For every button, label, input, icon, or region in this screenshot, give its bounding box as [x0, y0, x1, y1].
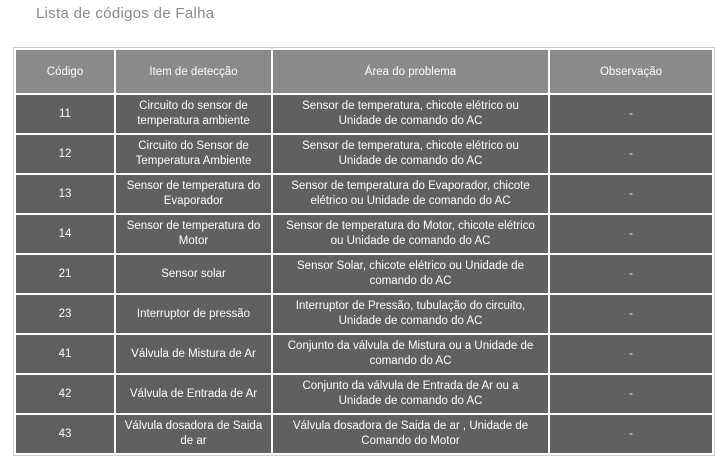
table-row — [16, 415, 712, 453]
cell-item: Válvula dosadora de Saida de ar — [116, 415, 271, 453]
cell-area: Válvula dosadora de Saida de ar , Unidade de Comando do Motor — [273, 415, 548, 453]
table-row — [16, 295, 712, 333]
cell-code: 23 — [16, 295, 114, 333]
column-header-item: Item de detecção — [116, 50, 271, 93]
cell-item: Sensor de temperatura do Evaporador — [116, 175, 271, 213]
table-row — [16, 135, 712, 173]
cell-code: 12 — [16, 135, 114, 173]
table-row — [16, 95, 712, 133]
cell-code: 41 — [16, 335, 114, 373]
cell-obs: - — [550, 295, 712, 333]
table-row — [16, 335, 712, 373]
table-row — [16, 215, 712, 253]
page-title: Lista de códigos de Falha — [36, 5, 215, 22]
cell-code: 43 — [16, 415, 114, 453]
cell-obs: - — [550, 135, 712, 173]
column-header-codigo: Código — [16, 50, 114, 93]
cell-item: Sensor de temperatura do Motor — [116, 215, 271, 253]
cell-area: Sensor de temperatura do Motor, chicote elétrico ou Unidade de comando do AC — [273, 215, 548, 253]
cell-item: Interruptor de pressão — [116, 295, 271, 333]
column-header-observacao: Observação — [550, 50, 712, 93]
cell-code: 13 — [16, 175, 114, 213]
cell-obs: - — [550, 255, 712, 293]
cell-area: Sensor Solar, chicote elétrico ou Unidade de comando do AC — [273, 255, 548, 293]
table-row — [16, 175, 712, 213]
cell-code: 21 — [16, 255, 114, 293]
cell-item: Circuito do sensor de temperatura ambiente — [116, 95, 271, 133]
cell-code: 42 — [16, 375, 114, 413]
header-row — [16, 50, 712, 93]
cell-item: Válvula de Entrada de Ar — [116, 375, 271, 413]
table-row — [16, 255, 712, 293]
cell-area: Conjunto da válvula de Mistura ou a Unidade de comando do AC — [273, 335, 548, 373]
cell-item: Sensor solar — [116, 255, 271, 293]
table-row — [16, 375, 712, 413]
cell-area: Sensor de temperatura, chicote elétrico ou Unidade de comando do AC — [273, 135, 548, 173]
cell-code: 11 — [16, 95, 114, 133]
cell-obs: - — [550, 415, 712, 453]
cell-item: Circuito do Sensor de Temperatura Ambiente — [116, 135, 271, 173]
table-body — [16, 95, 712, 453]
cell-code: 14 — [16, 215, 114, 253]
cell-area: Conjunto da válvula de Entrada de Ar ou a Unidade de comando do AC — [273, 375, 548, 413]
fault-codes-table — [13, 47, 715, 456]
cell-obs: - — [550, 95, 712, 133]
cell-obs: - — [550, 175, 712, 213]
cell-item: Válvula de Mistura de Ar — [116, 335, 271, 373]
cell-area: Interruptor de Pressão, tubulação do circuito, Unidade de comando do AC — [273, 295, 548, 333]
cell-obs: - — [550, 335, 712, 373]
cell-area: Sensor de temperatura do Evaporador, chicote elétrico ou Unidade de comando do AC — [273, 175, 548, 213]
cell-obs: - — [550, 375, 712, 413]
column-header-area: Área do problema — [273, 50, 548, 93]
cell-obs: - — [550, 215, 712, 253]
cell-area: Sensor de temperatura, chicote elétrico ou Unidade de comando do AC — [273, 95, 548, 133]
